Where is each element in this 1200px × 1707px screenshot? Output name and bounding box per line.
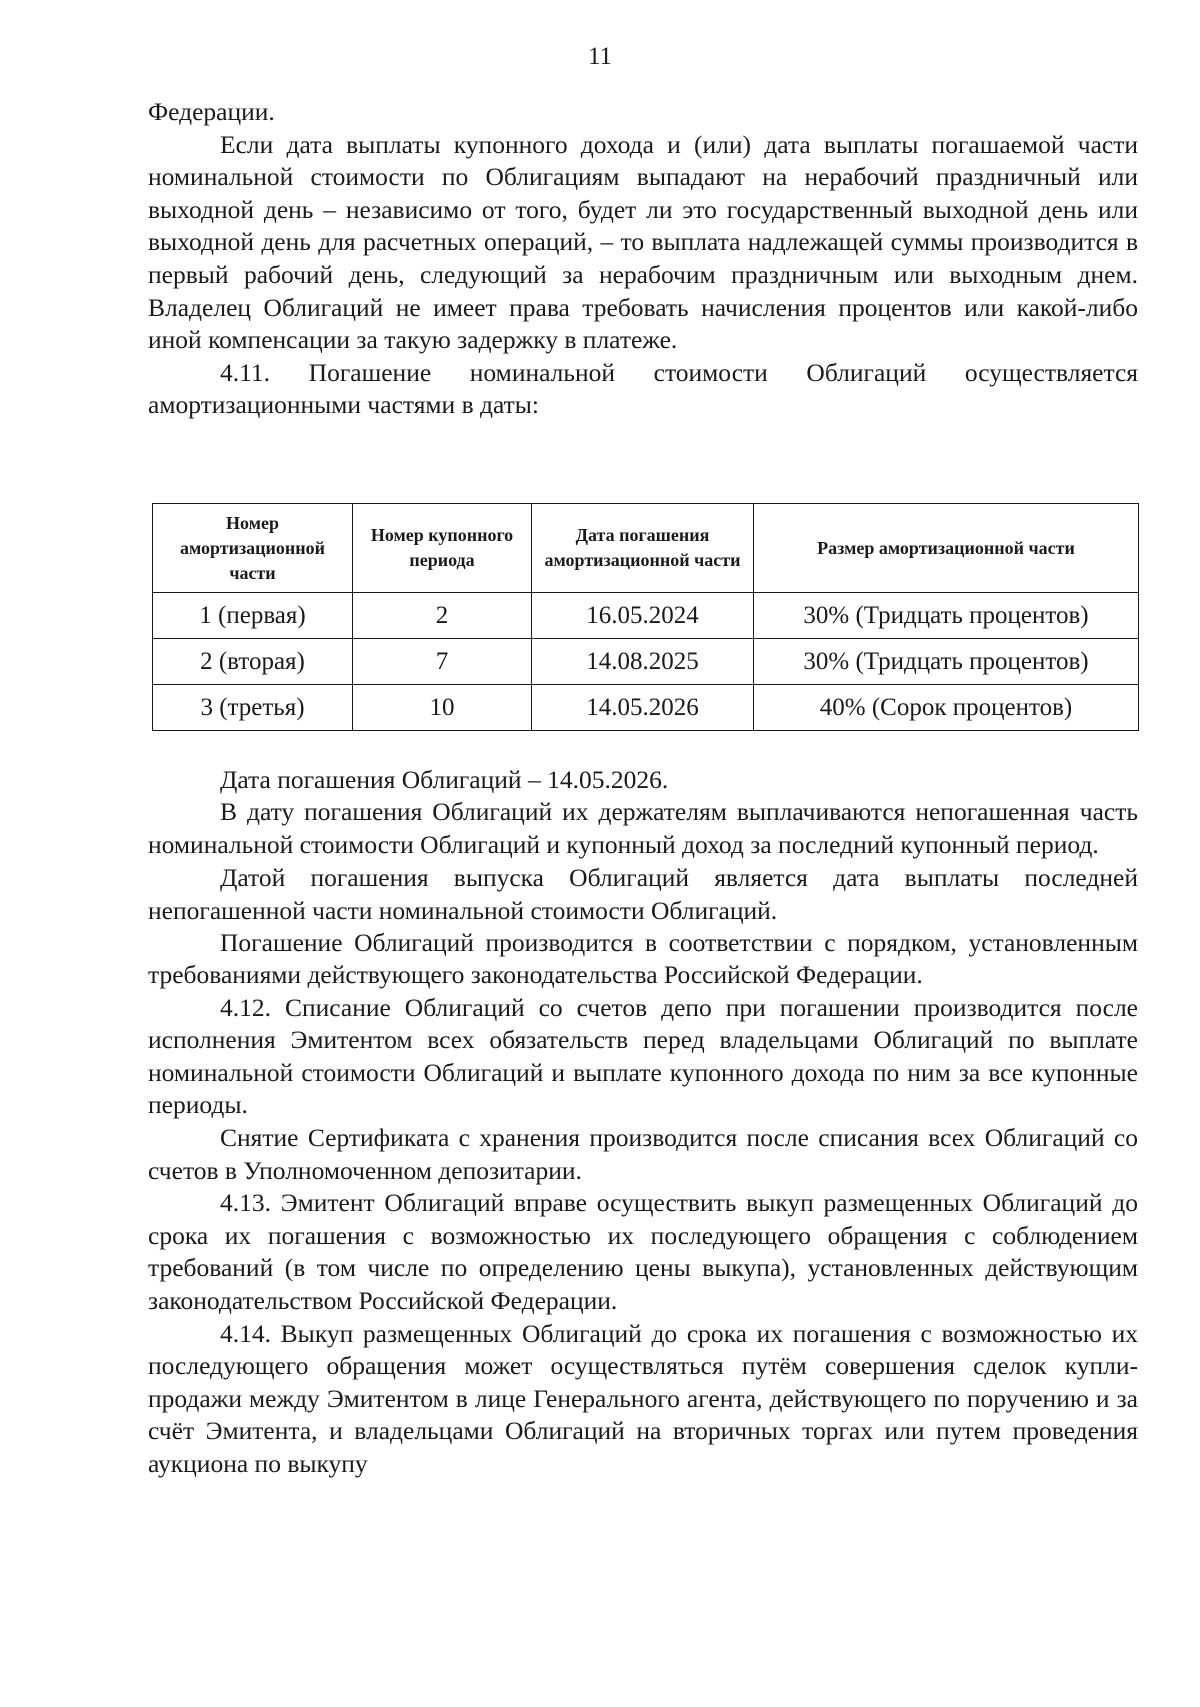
cell-part-number: 2 (вторая) <box>153 639 353 685</box>
paragraph-maturity-date: Дата погашения Облигаций – 14.05.2026. <box>220 765 669 794</box>
header-amortization-part-number: Номер амортизационной части <box>153 504 353 593</box>
paragraph-4-11: 4.11. Погашение номинальной стоимости Облигаций осуществляется амортизационными частями в даты: <box>148 357 1138 420</box>
header-coupon-period-number: Номер купонного периода <box>353 504 532 593</box>
cell-part-number: 3 (третья) <box>153 685 353 731</box>
amortization-table <box>152 503 1139 731</box>
text-section-top <box>148 96 1138 422</box>
table-row <box>153 593 1139 639</box>
paragraph-certificate-removal: Снятие Сертификата с хранения производится после списания всех Облигаций со счетов в Уполномоченном депозитарии. <box>148 1123 1138 1185</box>
paragraph-holiday-payment: Если дата выплаты купонного дохода и (или) дата выплаты погашаемой части номинальной стоимости по Облигациям выпадают на нерабочий праздничный или выходной день – независимо от того, будет ли это государственный выходной день или выходной день для расчетных операций, – то выплата надлежащей суммы производится в первый рабочий день, следующий за нерабочим праздничным или выходным днем. Владелец Облигаций не имеет права требовать начисления процентов или какой-либо иной компенсации за такую задержку в платеже. <box>148 129 1138 355</box>
cell-coupon-period: 7 <box>353 639 532 685</box>
cell-amortization-size: 30% (Тридцать процентов) <box>754 639 1139 685</box>
table-row <box>153 685 1139 731</box>
paragraph-redemption-procedure: Погашение Облигаций производится в соответствии с порядком, установленным требованиями действующего законодательства Российской Федерации. <box>148 928 1138 990</box>
header-redemption-date: Дата погашения амортизационной части <box>532 504 754 593</box>
paragraph-4-12: 4.12. Списание Облигаций со счетов депо при погашении производится после исполнения Эмитентом всех обязательств перед владельцами Облигаций по выплате номинальной стоимости Облигаций и выплате купонного дохода по ним за все купонные периоды. <box>148 992 1138 1120</box>
paragraph-issue-maturity: Датой погашения выпуска Облигаций является дата выплаты последней непогашенной части номинальной стоимости Облигаций. <box>148 863 1138 925</box>
cell-part-number: 1 (первая) <box>153 593 353 639</box>
cell-amortization-size: 40% (Сорок процентов) <box>754 685 1139 731</box>
paragraph-continuation: Федерации. <box>148 97 275 126</box>
cell-amortization-size: 30% (Тридцать процентов) <box>754 593 1139 639</box>
cell-redemption-date: 16.05.2024 <box>532 593 754 639</box>
cell-coupon-period: 2 <box>353 593 532 639</box>
page-number: 11 <box>587 43 613 70</box>
paragraph-maturity-payment: В дату погашения Облигаций их держателям выплачиваются непогашенная часть номинальной стоимости Облигаций и купонный доход за последний купонный период. <box>148 797 1138 859</box>
text-section-bottom <box>148 764 1138 1480</box>
table-row <box>153 639 1139 685</box>
header-amortization-size: Размер амортизационной части <box>754 504 1139 593</box>
paragraph-4-13: 4.13. Эмитент Облигаций вправе осуществить выкуп размещенных Облигаций до срока их погашения с возможностью их последующего обращения с соблюдением требований (в том числе по определению цены выкупа), установленных действующим законодательством Российской Федерации. <box>148 1188 1138 1315</box>
paragraph-4-14: 4.14. Выкуп размещенных Облигаций до срока их погашения с возможностью их последующего обращения может осуществляться путём совершения сделок купли-продажи между Эмитентом в лице Генерального агента, действующего по поручению и за счёт Эмитента, и владельцами Облигаций на вторичных торгах или путем проведения аукциона по выкупу <box>148 1318 1138 1478</box>
cell-redemption-date: 14.08.2025 <box>532 639 754 685</box>
cell-coupon-period: 10 <box>353 685 532 731</box>
cell-redemption-date: 14.05.2026 <box>532 685 754 731</box>
table-header-row <box>153 504 1139 593</box>
